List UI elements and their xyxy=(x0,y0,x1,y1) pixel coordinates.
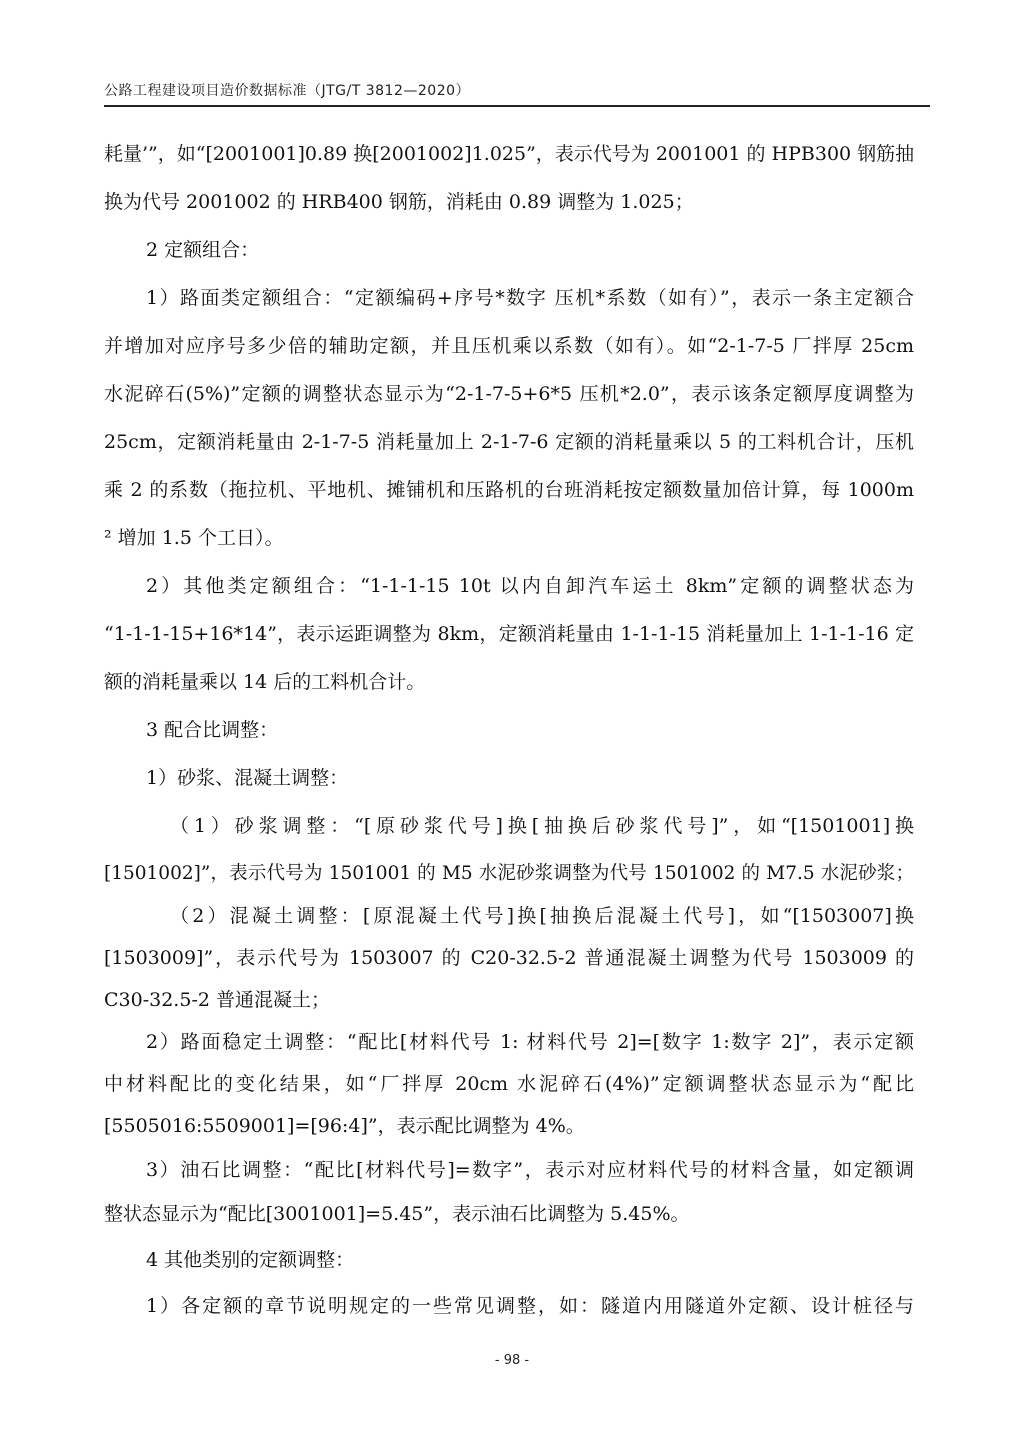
body-line-1: 耗量’”，如“[2001001]0.89 换[2001002]1.025”，表示代号为 2001001 的 HPB300 钢筋抽 xyxy=(104,143,915,165)
body-line-5: 并增加对应序号多少倍的辅助定额，并且压机乘以系数（如有）。如“2-1-7-5 厂拌厚 25cm xyxy=(104,335,914,357)
body-line-18: [1503009]”，表示代号为 1503007 的 C20-32.5-2 普通混凝土调整为代号 1503009 的 xyxy=(104,947,914,969)
section-heading-4: 4 其他类别的定额调整： xyxy=(146,1249,355,1271)
body-line-7: 25cm，定额消耗量由 2-1-7-5 消耗量加上 2-1-7-6 定额的消耗量乘以 5 的工料机合计，压机 xyxy=(104,431,914,453)
body-line-12: 额的消耗量乘以 14 后的工料机合计。 xyxy=(104,671,426,693)
section-heading-2: 2 定额组合： xyxy=(146,239,260,261)
body-line-19: C30-32.5-2 普通混凝土； xyxy=(104,989,330,1011)
body-line-14: 1）砂浆、混凝土调整： xyxy=(146,767,349,789)
body-line-9: ² 增加 1.5 个工日）。 xyxy=(104,527,284,549)
section-heading-3: 3 配合比调整： xyxy=(146,719,279,741)
body-line-15: （1）砂浆调整：“[原砂浆代号]换[抽换后砂浆代号]”，如“[1501001]换 xyxy=(170,815,914,837)
body-line-24: 整状态显示为“配比[3001001]=5.45”，表示油石比调整为 5.45%。 xyxy=(104,1203,690,1225)
body-line-10: 2）其他类定额组合：“1-1-1-15 10t 以内自卸汽车运土 8km”定额的调整状态为 xyxy=(146,575,914,597)
body-line-26: 1）各定额的章节说明规定的一些常见调整，如：隧道内用隧道外定额、设计桩径与 xyxy=(146,1295,914,1317)
body-line-22: [5505016:5509001]=[96:4]”，表示配比调整为 4%。 xyxy=(104,1115,585,1137)
body-line-4: 1）路面类定额组合：“定额编码+序号*数字 压机*系数（如有）”，表示一条主定额合 xyxy=(146,287,914,309)
body-line-6: 水泥碎石(5%)”定额的调整状态显示为“2-1-7-5+6*5 压机*2.0”，表示该条定额厚度调整为 xyxy=(104,383,914,405)
body-line-16: [1501002]”，表示代号为 1501001 的 M5 水泥砂浆调整为代号 1501002 的 M7.5 水泥砂浆； xyxy=(104,863,914,884)
running-header: 公路工程建设项目造价数据标准（JTG/T 3812—2020） xyxy=(104,83,471,99)
header-divider xyxy=(104,105,930,107)
page-number: - 98 - xyxy=(494,1353,530,1368)
body-line-11: “1-1-1-15+16*14”，表示运距调整为 8km，定额消耗量由 1-1-1-15 消耗量加上 1-1-1-16 定 xyxy=(104,623,914,645)
body-line-23: 3）油石比调整：“配比[材料代号]=数字”，表示对应材料代号的材料含量，如定额调 xyxy=(146,1159,914,1181)
body-line-20: 2）路面稳定土调整：“配比[材料代号 1: 材料代号 2]=[数字 1:数字 2]”，表示定额 xyxy=(146,1031,914,1053)
body-line-21: 中材料配比的变化结果，如“厂拌厚 20cm 水泥碎石(4%)”定额调整状态显示为“配比 xyxy=(104,1073,914,1095)
body-line-8: 乘 2 的系数（拖拉机、平地机、摊铺机和压路机的台班消耗按定额数量加倍计算，每 1000m xyxy=(104,479,914,501)
body-line-17: （2）混凝土调整：[原混凝土代号]换[抽换后混凝土代号]，如“[1503007]换 xyxy=(170,905,914,927)
body-line-2: 换为代号 2001002 的 HRB400 钢筋，消耗由 0.89 调整为 1.025； xyxy=(104,191,694,213)
